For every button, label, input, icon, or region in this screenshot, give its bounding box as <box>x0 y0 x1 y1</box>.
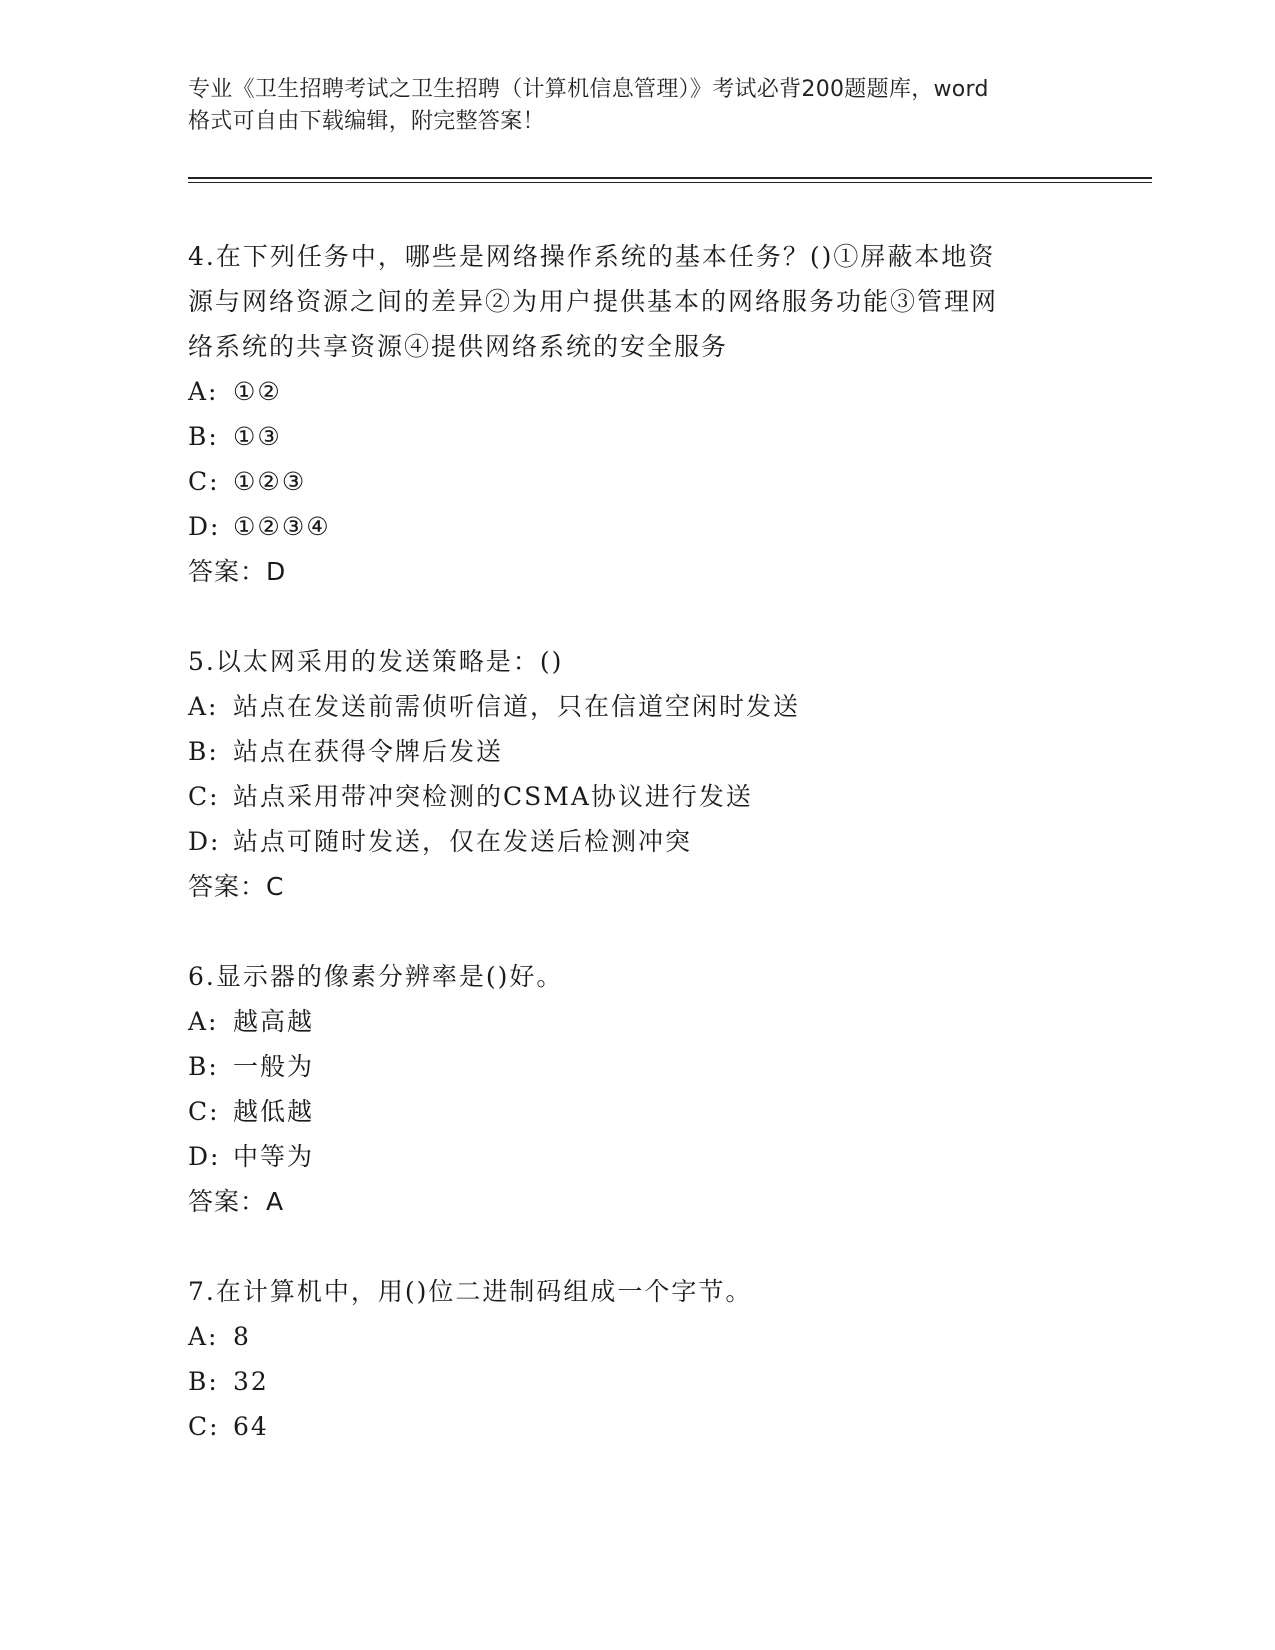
option-label: B: <box>188 1367 219 1396</box>
option-a <box>188 1314 1088 1359</box>
option-a <box>188 369 1088 414</box>
option-c <box>188 459 1088 504</box>
option-d <box>188 504 1088 549</box>
option-a <box>188 999 1088 1044</box>
question-4 <box>188 234 1088 594</box>
option-text: 中等为 <box>233 1142 315 1171</box>
question-list <box>188 234 1088 1449</box>
header-divider-thick <box>188 177 1152 179</box>
option-label: C: <box>188 782 220 811</box>
document-header <box>188 74 1088 138</box>
question-text <box>188 234 1088 369</box>
option-c <box>188 774 1088 819</box>
header-divider-thin <box>188 182 1152 183</box>
option-b <box>188 729 1088 774</box>
question-text-line: 6.显示器的像素分辨率是()好。 <box>188 962 564 991</box>
option-text: 站点采用带冲突检测的CSMA协议进行发送 <box>233 782 753 811</box>
option-c <box>188 1404 1088 1449</box>
answer: 答案：C <box>188 872 285 901</box>
option-b <box>188 1359 1088 1404</box>
option-d <box>188 819 1088 864</box>
option-text: 32 <box>233 1367 269 1396</box>
option-label: A: <box>188 1322 219 1351</box>
spacer <box>188 1224 1088 1269</box>
option-label: C: <box>188 1412 220 1441</box>
option-label: A: <box>188 377 219 406</box>
option-text: 越高越 <box>233 1007 315 1036</box>
option-b <box>188 414 1088 459</box>
option-label: B: <box>188 422 219 451</box>
option-label: A: <box>188 1007 219 1036</box>
answer: 答案：D <box>188 557 287 586</box>
option-label: A: <box>188 692 219 721</box>
option-text: 站点可随时发送，仅在发送后检测冲突 <box>233 827 693 856</box>
option-text: 站点在获得令牌后发送 <box>233 737 504 766</box>
option-text: ①② <box>233 377 282 406</box>
option-label: B: <box>188 1052 219 1081</box>
spacer <box>188 909 1088 954</box>
option-text: 越低越 <box>233 1097 315 1126</box>
question-text <box>188 639 1088 684</box>
option-b <box>188 1044 1088 1089</box>
header-line-2: 格式可自由下载编辑，附完整答案！ <box>188 109 545 134</box>
option-label: D: <box>188 827 221 856</box>
option-label: C: <box>188 1097 220 1126</box>
option-c <box>188 1089 1088 1134</box>
option-text: ①②③④ <box>233 512 331 541</box>
question-text <box>188 1269 1088 1314</box>
option-text: 一般为 <box>233 1052 315 1081</box>
answer: 答案：A <box>188 1187 285 1216</box>
question-6 <box>188 954 1088 1224</box>
question-7 <box>188 1269 1088 1449</box>
question-text-line: 4.在下列任务中，哪些是网络操作系统的基本任务？()①屏蔽本地资 <box>188 242 996 271</box>
header-line-1: 专业《卫生招聘考试之卫生招聘（计算机信息管理）》考试必背200题题库，word <box>188 77 989 102</box>
option-a <box>188 684 1088 729</box>
question-text-line: 络系统的共享资源④提供网络系统的安全服务 <box>188 332 729 361</box>
question-text-line: 7.在计算机中，用()位二进制码组成一个字节。 <box>188 1277 753 1306</box>
option-text: ①②③ <box>233 467 307 496</box>
option-label: D: <box>188 1142 221 1171</box>
spacer <box>188 594 1088 639</box>
option-text: ①③ <box>233 422 282 451</box>
option-label: B: <box>188 737 219 766</box>
question-text-line: 源与网络资源之间的差异②为用户提供基本的网络服务功能③管理网 <box>188 287 999 316</box>
option-text: 站点在发送前需侦听信道，只在信道空闲时发送 <box>233 692 801 721</box>
question-text <box>188 954 1088 999</box>
question-text-line: 5.以太网采用的发送策略是：() <box>188 647 564 676</box>
option-label: D: <box>188 512 221 541</box>
option-d <box>188 1134 1088 1179</box>
question-5 <box>188 639 1088 909</box>
option-text: 64 <box>233 1412 269 1441</box>
option-text: 8 <box>233 1322 251 1351</box>
option-label: C: <box>188 467 220 496</box>
